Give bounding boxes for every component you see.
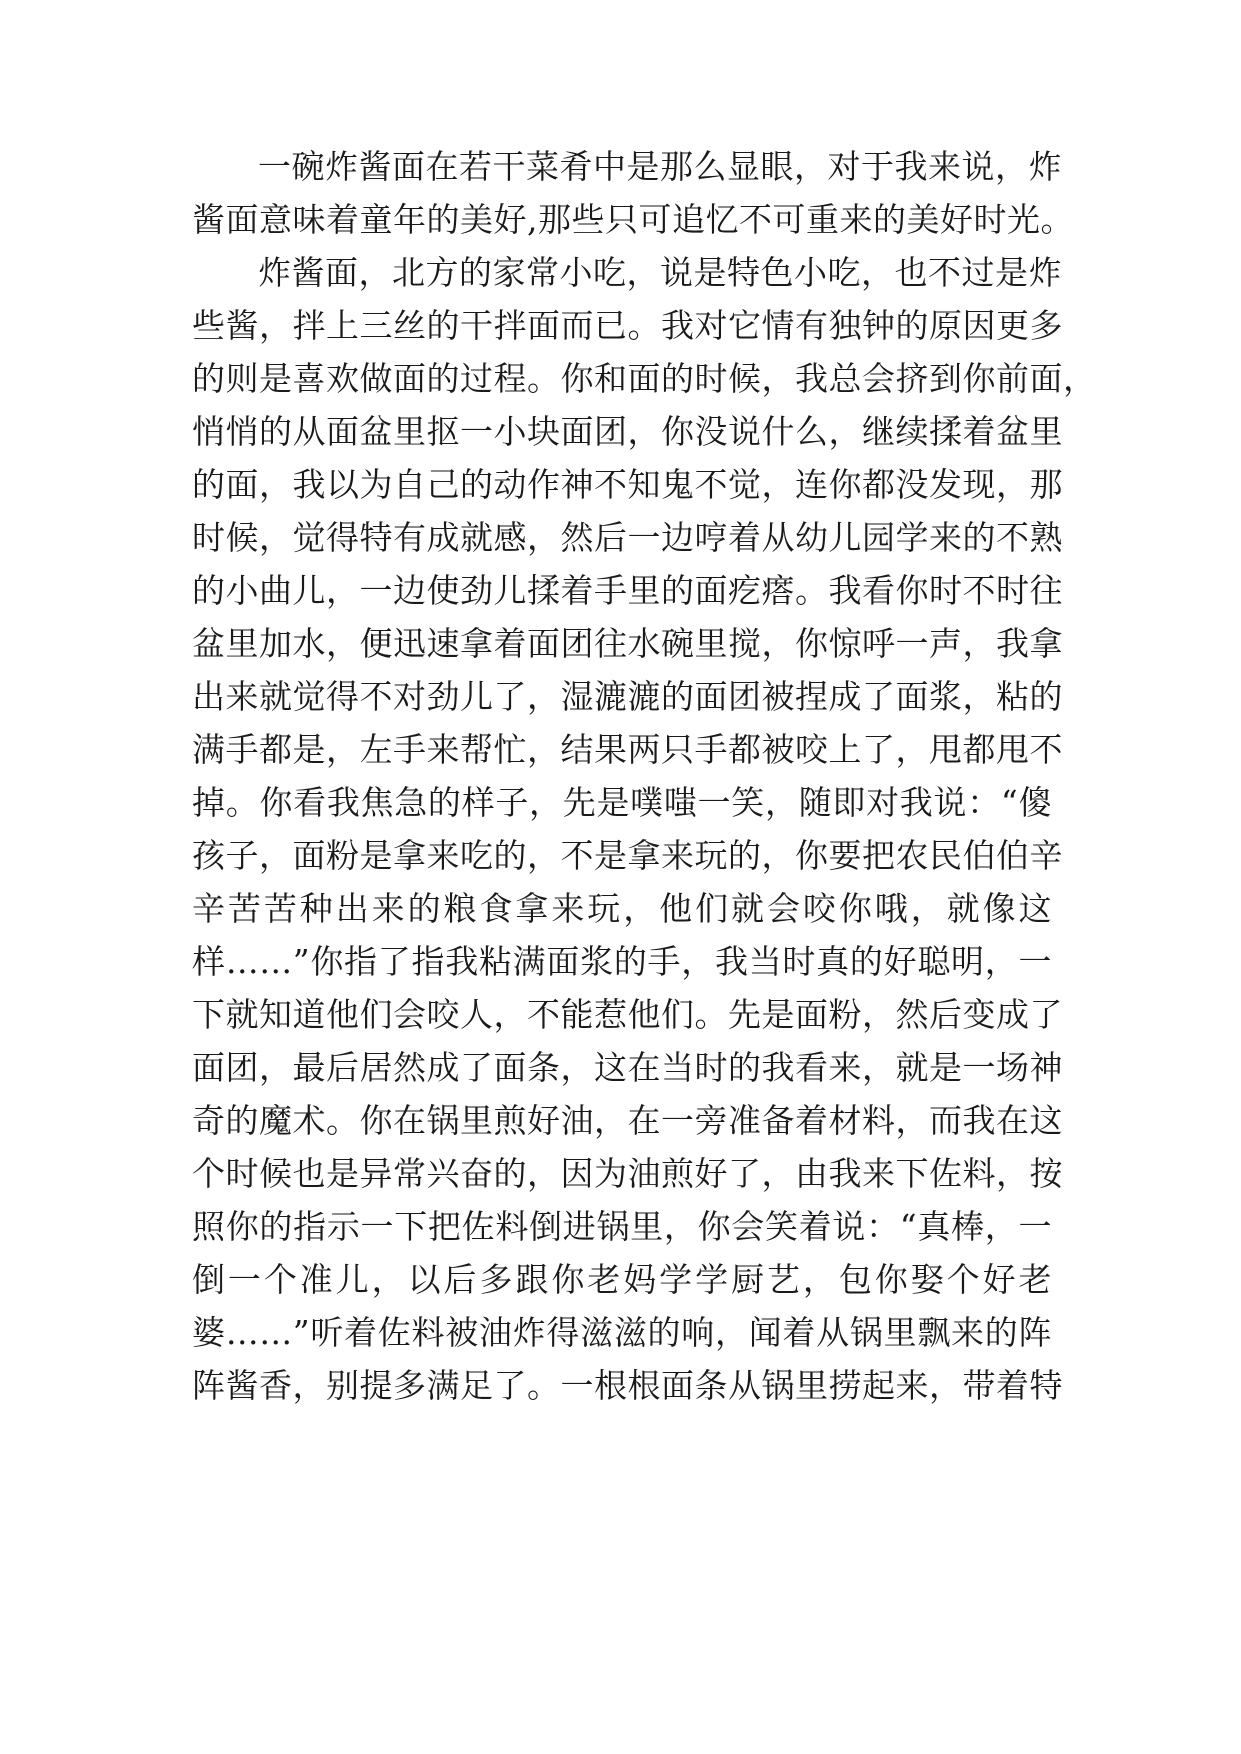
paragraph-line: 个时候也是异常兴奋的，因为油煎好了，由我来下佐料，按: [192, 1154, 1063, 1193]
paragraph-line: 奇的魔术。你在锅里煎好油，在一旁准备着材料，而我在这: [192, 1101, 1063, 1140]
paragraph-line: 满手都是，左手来帮忙，结果两只手都被咬上了，甩都甩不: [192, 730, 1063, 769]
paragraph-line: 的则是喜欢做面的过程。你和面的时候，我总会挤到你前面，: [192, 359, 1097, 398]
paragraph-line: 的小曲儿，一边使劲儿揉着手里的面疙瘩。我看你时不时往: [192, 571, 1063, 610]
paragraph-line: 阵酱香，别提多满足了。一根根面条从锅里捞起来，带着特: [192, 1366, 1063, 1405]
paragraph-line: 悄悄的从面盆里抠一小块面团，你没说什么，继续揉着盆里: [192, 412, 1063, 451]
paragraph-line: 酱面意味着童年的美好,那些只可追忆不可重来的美好时光。: [192, 200, 1074, 239]
paragraph-line: 倒一个准儿，以后多跟你老妈学学厨艺，包你娶个好老: [192, 1260, 1052, 1299]
paragraph-line: 样……”你指了指我粘满面浆的手，我当时真的好聪明，一: [192, 942, 1052, 981]
paragraph-line: 些酱，拌上三丝的干拌面而已。我对它情有独钟的原因更多: [192, 306, 1063, 345]
paragraph-line: 辛苦苦种出来的粮食拿来玩，他们就会咬你哦，就像这: [192, 889, 1052, 928]
paragraph-line: 的面，我以为自己的动作神不知鬼不觉，连你都没发现，那: [192, 465, 1063, 504]
paragraph-line: 出来就觉得不对劲儿了，湿漉漉的面团被捏成了面浆，粘的: [192, 677, 1063, 716]
paragraph-line: 炸酱面，北方的家常小吃，说是特色小吃，也不过是炸: [258, 253, 1062, 292]
paragraph-line: 婆……”听着佐料被油炸得滋滋的响，闻着从锅里飘来的阵: [192, 1313, 1052, 1352]
paragraph-line: 下就知道他们会咬人，不能惹他们。先是面粉，然后变成了: [192, 995, 1063, 1034]
paragraph-line: 照你的指示一下把佐料倒进锅里，你会笑着说：“真棒，一: [192, 1207, 1052, 1246]
paragraph-line: 面团，最后居然成了面条，这在当时的我看来，就是一场神: [192, 1048, 1063, 1087]
paragraph-line: 时候，觉得特有成就感，然后一边哼着从幼儿园学来的不熟: [192, 518, 1063, 557]
paragraph-line: 盆里加水，便迅速拿着面团往水碗里搅，你惊呼一声，我拿: [192, 624, 1063, 663]
paragraph-line: 掉。你看我焦急的样子，先是噗嗤一笑，随即对我说：“傻: [192, 783, 1052, 822]
paragraph-line: 一碗炸酱面在若干菜肴中是那么显眼，对于我来说，炸: [258, 147, 1062, 186]
paragraph-line: 孩子，面粉是拿来吃的，不是拿来玩的，你要把农民伯伯辛: [192, 836, 1063, 875]
